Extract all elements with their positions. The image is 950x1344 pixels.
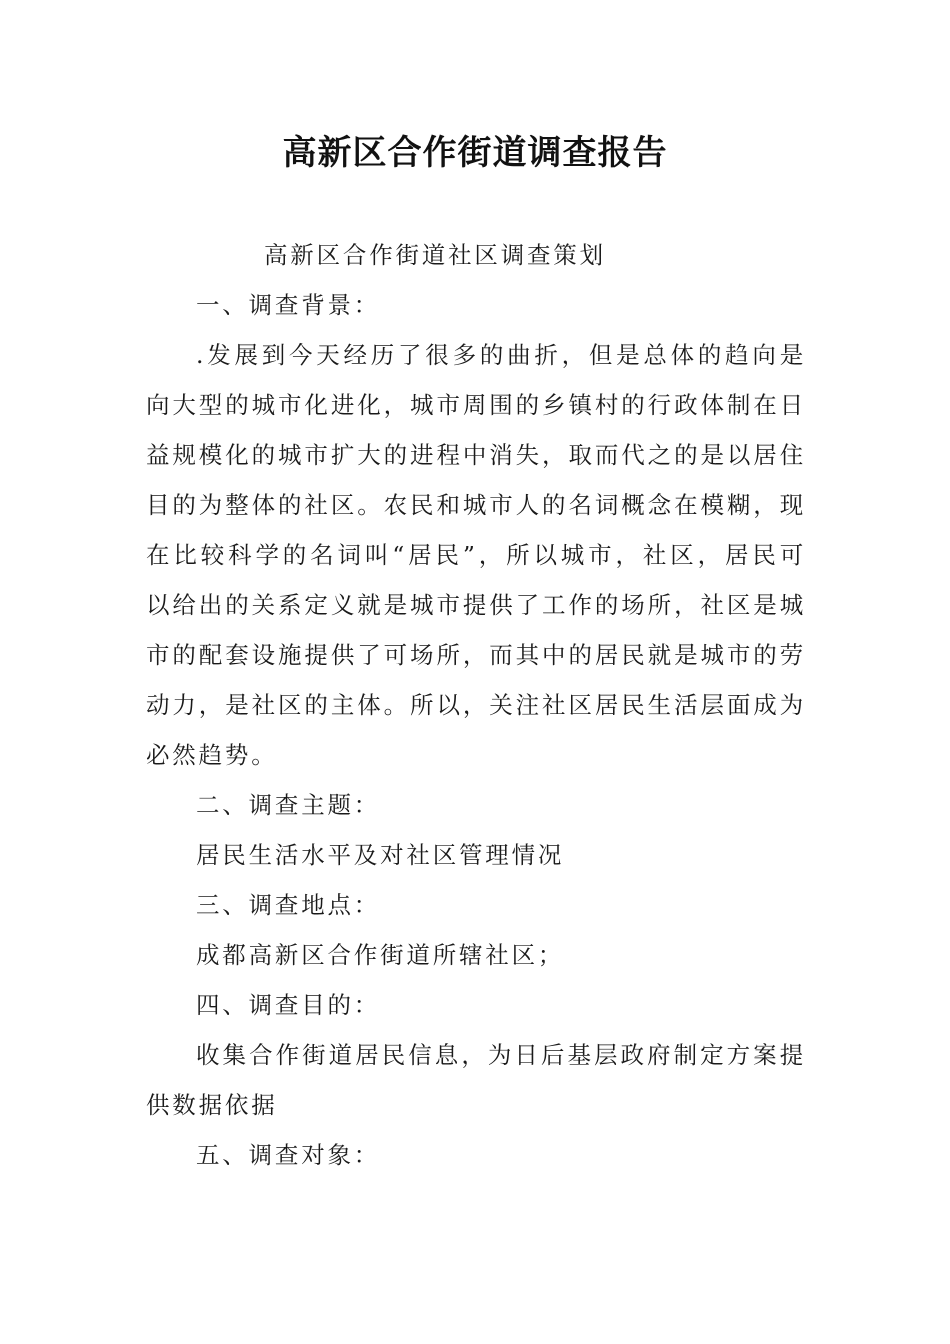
section-paragraph-theme: 居民生活水平及对社区管理情况 [196,841,565,869]
section-paragraph-purpose: 收集合作街道居民信息，为日后基层政府制定方案提供数据依据 [146,1041,806,1119]
document-subtitle: 高新区合作街道社区调查策划 [264,241,606,269]
section-paragraph-location: 成都高新区合作街道所辖社区； [196,941,565,969]
document-body [146,230,806,1180]
section-heading-purpose: 四、调查目的： [196,991,381,1019]
document-title: 高新区合作街道调查报告 [282,133,668,173]
section-heading-target: 五、调查对象： [196,1141,381,1169]
section-heading-location: 三、调查地点： [196,891,381,919]
section-heading-theme: 二、调查主题： [196,791,381,819]
section-heading-background: 一、调查背景： [196,291,381,319]
section-paragraph-background: .发展到今天经历了很多的曲折，但是总体的趋向是向大型的城市化进化，城市周围的乡镇村的行政体制在日益规模化的城市扩大的进程中消失，取而代之的是以居住目的为整体的社区。农民和城市人的名词概念在模糊，现在比较科学的名词叫“居民”，所以城市，社区，居民可以给出的关系定义就是城市提供了工作的场所，社区是城市的配套设施提供了可场所，而其中的居民就是城市的劳动力，是社区的主体。所以，关注社区居民生活层面成为必然趋势。 [146,341,806,769]
